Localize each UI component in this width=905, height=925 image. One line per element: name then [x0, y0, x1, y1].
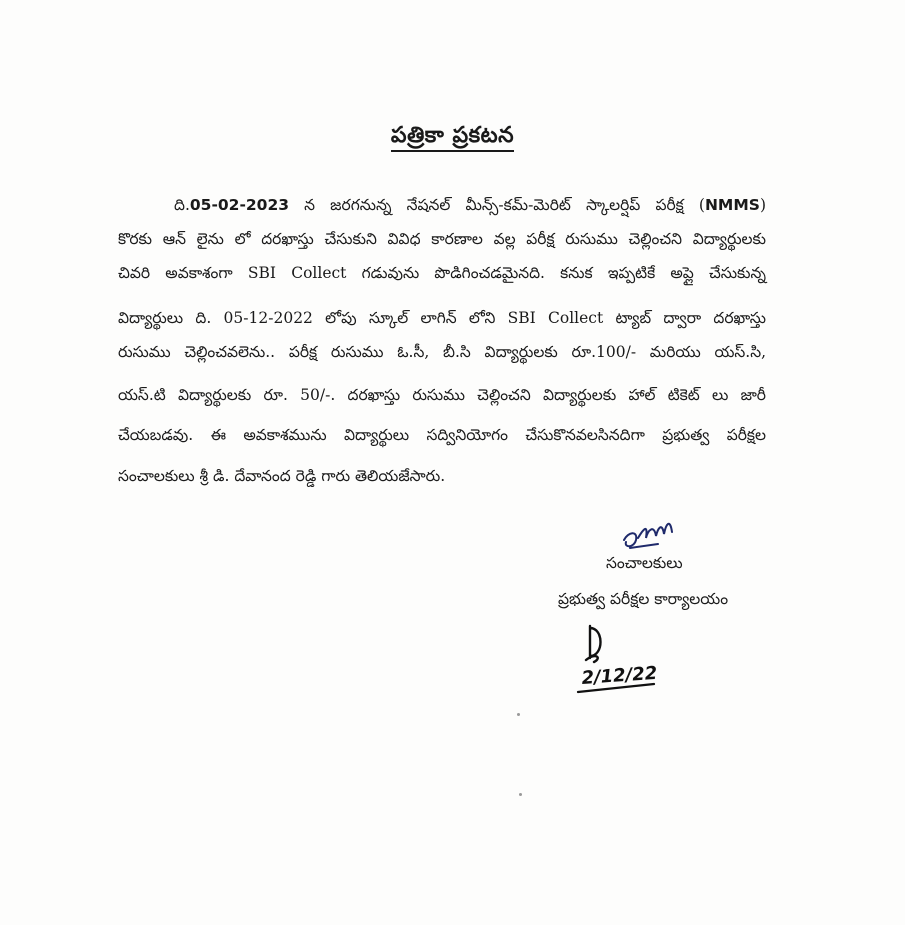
page-title	[0, 122, 905, 153]
paragraph-line-1	[174, 190, 766, 220]
paragraph-line-8: సంచాలకులు శ్రీ డి. దేవానంద రెడ్డి గారు తెలియజేసారు.	[118, 467, 446, 485]
initials-date: 2/12/22	[580, 662, 658, 689]
page-title-text: పత్రికా ప్రకటన	[391, 122, 514, 152]
initials-signature-icon	[568, 618, 668, 698]
scan-speck	[519, 793, 522, 796]
paragraph-line-3: చివరి అవకాశంగా SBI Collect గడువును పొడిగించడమైనది. కనుక ఇప్పటికే అప్లై చేసుకున్న	[118, 264, 766, 282]
exam-name-text: న జరగనున్న నేషనల్ మీన్స్-కమ్-మెరిట్ స్కాలర్షిప్ పరీక్ష (	[289, 196, 705, 214]
paragraph-line-4: విద్యార్థులు ది. 05-12-2022 లోపు స్కూల్ లాగిన్ లోని SBI Collect ట్యాబ్ ద్వారా దరఖాస్తు	[118, 309, 766, 327]
scan-speck	[517, 713, 520, 716]
signatory-office: ప్రభుత్వ పరీక్షల కార్యాలయం	[558, 590, 729, 608]
paragraph-line-5: రుసుము చెల్లించవలెను.. పరీక్ష రుసుము ఓ.సీ, బీ.సి విద్యార్థులకు రూ.100/- మరియు యస్.సి,	[118, 343, 766, 361]
paragraph-line-6: యస్.టి విద్యార్థులకు రూ. 50/-. దరఖాస్తు రుసుము చెల్లించని విద్యార్థులకు హాల్ టికెట్ లు జారీ	[118, 386, 766, 404]
signatory-designation: సంచాలకులు	[606, 554, 683, 572]
exam-suffix: )	[759, 196, 766, 214]
signature-block	[558, 510, 858, 710]
date-prefix: ది.	[174, 196, 190, 214]
exam-acronym: NMMS	[704, 196, 760, 214]
paragraph-line-7: చేయబడవు. ఈ అవకాశమును విద్యార్థులు సద్వినియోగం చేసుకొనవలసినదిగా ప్రభుత్వ పరీక్షల	[118, 426, 766, 444]
paragraph-line-2: కొరకు ఆన్ లైను లో దరఖాస్తు చేసుకుని వివిధ కారణాల వల్ల పరీక్ష రుసుము చెల్లించని విద్యార్థులకు	[118, 230, 766, 248]
exam-date: 05-02-2023	[189, 196, 290, 214]
director-signature-icon	[618, 510, 688, 554]
